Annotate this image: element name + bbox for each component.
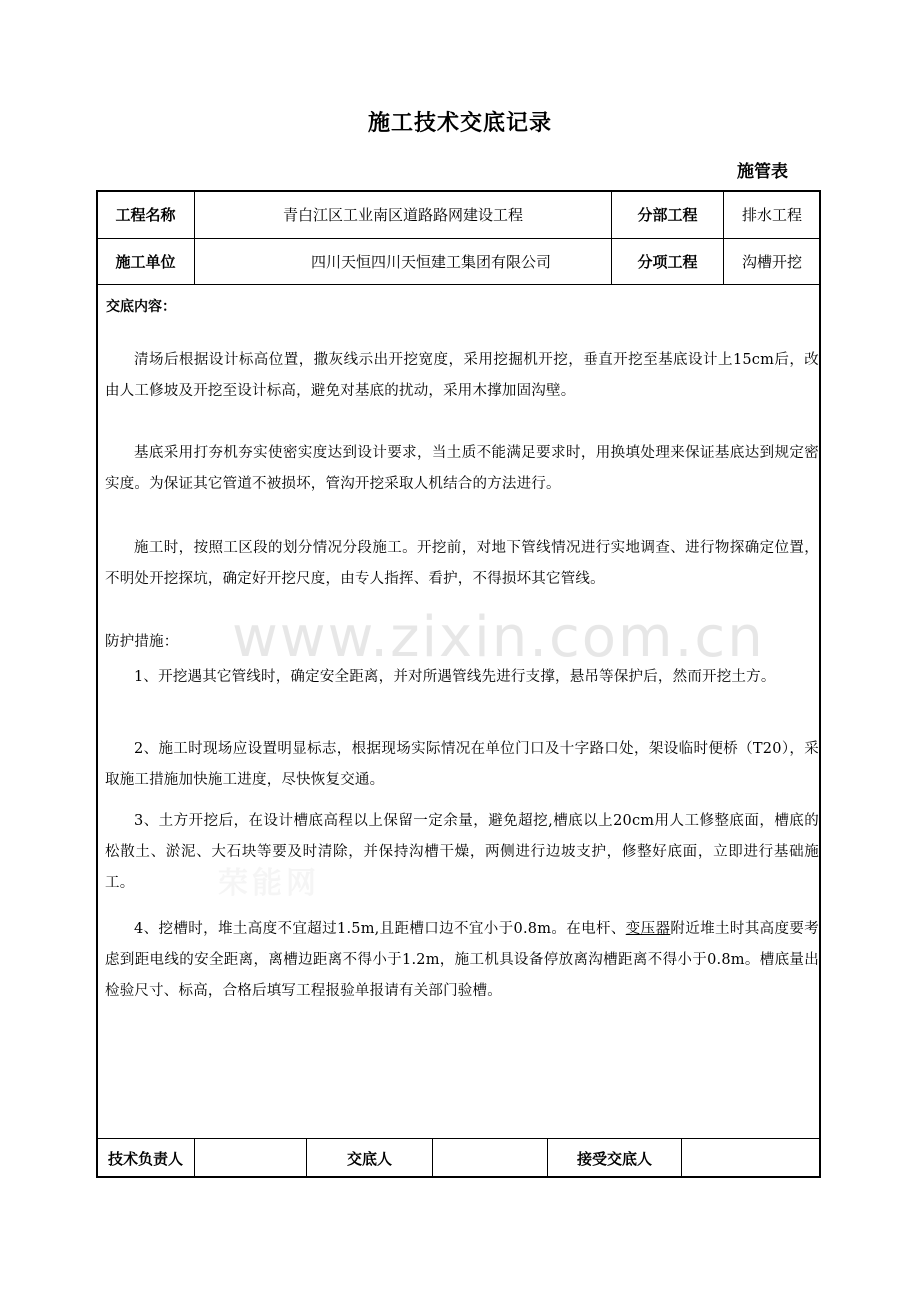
measure-4-text-b: 附近堆土时其高度要考虑到距电线的安全距离，离槽边距离不得小于1.2m，施工机具设备停放离沟槽距离不得小于0.8m。槽底量出检验尺寸、标高，合格后填写工程报验单报请有关部门验槽。 [105, 921, 819, 999]
measure-4-text-a: 4、挖槽时，堆土高度不宜超过1.5m,且距槽口边不宜小于0.8m。在电杆、 [134, 921, 626, 937]
transformer-link[interactable]: 变压器 [625, 921, 671, 937]
protection-label: 防护措施： [105, 634, 179, 650]
content-paragraph-3: 施工时，按照工区段的划分情况分段施工。开挖前，对地下管线情况进行实地调查、进行物探确定位置，不明处开挖探坑，确定好开挖尺度，由专人指挥、看护，不得损坏其它管线。 [105, 540, 819, 587]
watermark-secondary: 荣能网 [218, 866, 320, 901]
tech-lead-label: 技术负责人 [107, 1149, 183, 1168]
document-title: 施工技术交底记录 [367, 111, 552, 136]
receiver-label: 接受交底人 [576, 1149, 652, 1168]
presenter-value [433, 1139, 547, 1177]
watermark: www.zixin.com.cn [232, 605, 765, 670]
construction-unit-label: 施工单位 [115, 253, 176, 271]
content-paragraph-2: 基底采用打夯机夯实使密实度达到设计要求，当土质不能满足要求时，用换填处理来保证基底达到规定密实度。为保证其它管道不被损坏，管沟开挖采取人机结合的方法进行。 [105, 445, 819, 492]
content-paragraph-1: 清场后根据设计标高位置，撒灰线示出开挖宽度，采用挖掘机开挖，垂直开挖至基底设计上15cm后，改由人工修坡及开挖至设计标高，避免对基底的扰动，采用木撑加固沟壁。 [105, 352, 819, 399]
protection-measure-4 [105, 914, 819, 1007]
content-label: 交底内容： [106, 299, 176, 315]
division-value: 排水工程 [741, 206, 802, 224]
row-divider [97, 284, 820, 285]
subitem-value: 沟槽开挖 [741, 253, 802, 271]
receiver-value [682, 1139, 820, 1177]
project-name-value: 青白江区工业南区道路路网建设工程 [282, 206, 523, 224]
subitem-label: 分项工程 [637, 253, 698, 271]
form-code: 施管表 [737, 162, 788, 182]
tech-lead-value [195, 1139, 306, 1177]
protection-measure-2: 2、施工时现场应设置明显标志，根据现场实际情况在单位门口及十字路口处，架设临时便桥（T20），采取施工措施加快施工进度，尽快恢复交通。 [105, 741, 819, 788]
presenter-label: 交底人 [346, 1149, 392, 1168]
division-label: 分部工程 [637, 206, 698, 224]
protection-measure-1: 1、开挖遇其它管线时，确定安全距离，并对所遇管线先进行支撑，悬吊等保护后，然而开挖土方。 [134, 669, 776, 685]
project-name-label: 工程名称 [115, 206, 176, 224]
construction-unit-value: 四川天恒四川天恒建工集团有限公司 [311, 253, 552, 271]
protection-measure-3: 3、土方开挖后，在设计槽底高程以上保留一定余量，避免超挖,槽底以上20cm用人工修整底面，槽底的松散土、淤泥、大石块等要及时清除，并保持沟槽干燥，两侧进行边坡支护，修整好底面，立即进行基础施工。 [105, 813, 819, 891]
